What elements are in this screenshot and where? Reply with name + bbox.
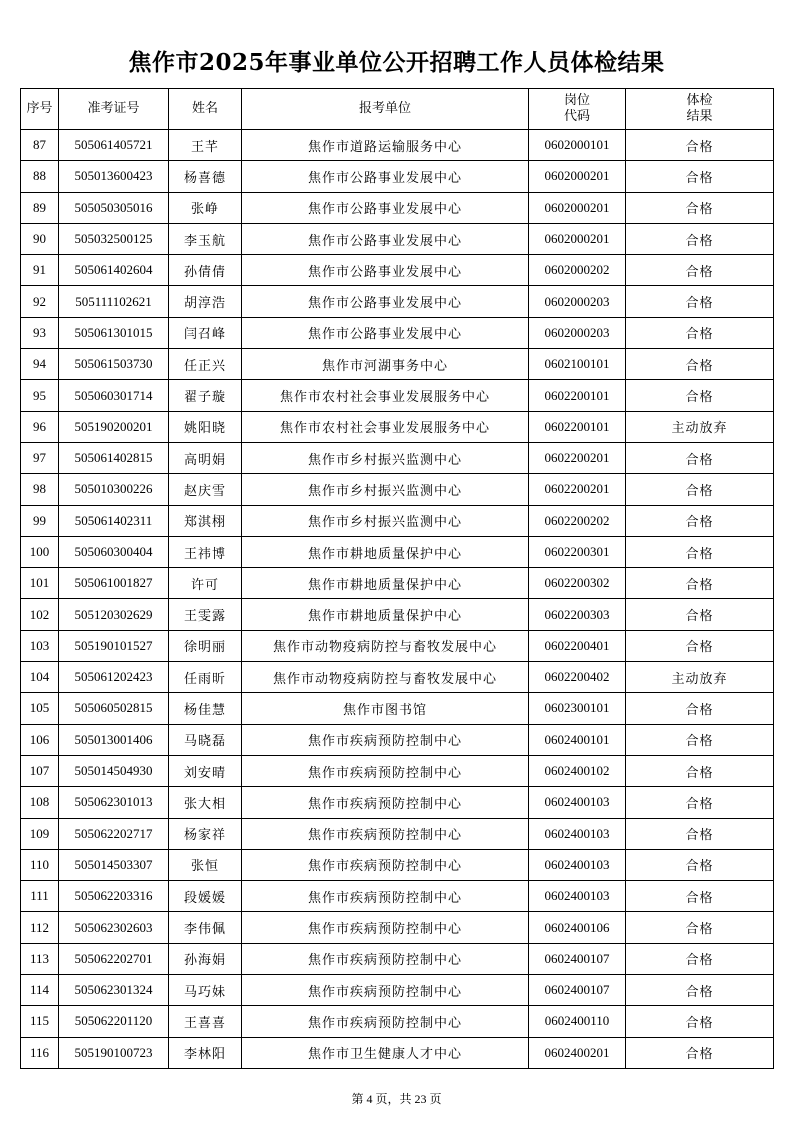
cell-post-code: 0602400107 — [529, 943, 626, 974]
table-row — [21, 662, 774, 693]
cell-post-code: 0602200201 — [529, 442, 626, 473]
cell-exam-no: 505190200201 — [59, 411, 169, 442]
cell-name: 刘安晴 — [169, 755, 242, 786]
cell-exam-no: 505010300226 — [59, 474, 169, 505]
cell-unit: 焦作市疾病预防控制中心 — [242, 755, 529, 786]
cell-index: 116 — [21, 1037, 59, 1068]
cell-result: 合格 — [626, 975, 774, 1006]
cell-post-code: 0602000201 — [529, 161, 626, 192]
cell-post-code: 0602400201 — [529, 1037, 626, 1068]
cell-name: 张峥 — [169, 192, 242, 223]
cell-unit: 焦作市疾病预防控制中心 — [242, 818, 529, 849]
cell-post-code: 0602100101 — [529, 349, 626, 380]
cell-unit: 焦作市乡村振兴监测中心 — [242, 442, 529, 473]
cell-post-code: 0602200101 — [529, 411, 626, 442]
cell-post-code: 0602400103 — [529, 849, 626, 880]
cell-index: 98 — [21, 474, 59, 505]
table-row — [21, 693, 774, 724]
cell-result: 合格 — [626, 912, 774, 943]
cell-exam-no: 505120302629 — [59, 599, 169, 630]
cell-result: 合格 — [626, 599, 774, 630]
cell-name: 张恒 — [169, 849, 242, 880]
cell-result: 合格 — [626, 881, 774, 912]
cell-unit: 焦作市农村社会事业发展服务中心 — [242, 411, 529, 442]
cell-result: 合格 — [626, 1006, 774, 1037]
table-row — [21, 630, 774, 661]
cell-name: 马晓磊 — [169, 724, 242, 755]
cell-name: 赵庆雪 — [169, 474, 242, 505]
table-row — [21, 975, 774, 1006]
cell-index: 105 — [21, 693, 59, 724]
cell-name: 李伟佩 — [169, 912, 242, 943]
cell-index: 94 — [21, 349, 59, 380]
cell-exam-no: 505061001827 — [59, 568, 169, 599]
cell-post-code: 0602200202 — [529, 505, 626, 536]
cell-exam-no: 505060502815 — [59, 693, 169, 724]
cell-post-code: 0602400110 — [529, 1006, 626, 1037]
cell-result: 合格 — [626, 130, 774, 161]
cell-name: 段媛媛 — [169, 881, 242, 912]
cell-name: 王芊 — [169, 130, 242, 161]
cell-unit: 焦作市图书馆 — [242, 693, 529, 724]
cell-result: 合格 — [626, 724, 774, 755]
cell-name: 杨喜德 — [169, 161, 242, 192]
cell-index: 112 — [21, 912, 59, 943]
cell-exam-no: 505060300404 — [59, 536, 169, 567]
cell-result: 合格 — [626, 818, 774, 849]
cell-exam-no: 505062203316 — [59, 881, 169, 912]
cell-unit: 焦作市疾病预防控制中心 — [242, 1006, 529, 1037]
cell-index: 115 — [21, 1006, 59, 1037]
cell-index: 97 — [21, 442, 59, 473]
cell-name: 王喜喜 — [169, 1006, 242, 1037]
table-row — [21, 255, 774, 286]
table-row — [21, 1006, 774, 1037]
table-row — [21, 755, 774, 786]
cell-name: 张大相 — [169, 787, 242, 818]
header-post-code: 岗位 代码 — [529, 89, 626, 130]
cell-result: 合格 — [626, 630, 774, 661]
results-table — [20, 88, 774, 1069]
cell-unit: 焦作市疾病预防控制中心 — [242, 912, 529, 943]
cell-unit: 焦作市疾病预防控制中心 — [242, 975, 529, 1006]
header-index: 序号 — [21, 89, 59, 130]
cell-unit: 焦作市公路事业发展中心 — [242, 286, 529, 317]
cell-exam-no: 505190100723 — [59, 1037, 169, 1068]
cell-post-code: 0602400101 — [529, 724, 626, 755]
cell-exam-no: 505061202423 — [59, 662, 169, 693]
table-row — [21, 223, 774, 254]
table-row — [21, 380, 774, 411]
cell-index: 114 — [21, 975, 59, 1006]
table-body — [21, 130, 774, 1069]
cell-index: 89 — [21, 192, 59, 223]
cell-unit: 焦作市卫生健康人才中心 — [242, 1037, 529, 1068]
cell-post-code: 0602300101 — [529, 693, 626, 724]
header-name: 姓名 — [169, 89, 242, 130]
header-exam-no: 准考证号 — [59, 89, 169, 130]
cell-name: 徐明丽 — [169, 630, 242, 661]
cell-post-code: 0602200302 — [529, 568, 626, 599]
cell-name: 王雯露 — [169, 599, 242, 630]
cell-post-code: 0602200402 — [529, 662, 626, 693]
table-row — [21, 442, 774, 473]
cell-post-code: 0602000201 — [529, 192, 626, 223]
cell-name: 胡淳浩 — [169, 286, 242, 317]
cell-result: 合格 — [626, 161, 774, 192]
table-row — [21, 505, 774, 536]
cell-index: 91 — [21, 255, 59, 286]
cell-unit: 焦作市疾病预防控制中心 — [242, 943, 529, 974]
cell-unit: 焦作市耕地质量保护中心 — [242, 599, 529, 630]
cell-index: 103 — [21, 630, 59, 661]
cell-name: 郑淇栩 — [169, 505, 242, 536]
cell-post-code: 0602000203 — [529, 317, 626, 348]
cell-index: 93 — [21, 317, 59, 348]
cell-result: 合格 — [626, 787, 774, 818]
cell-post-code: 0602400103 — [529, 881, 626, 912]
cell-name: 王祎博 — [169, 536, 242, 567]
cell-name: 杨佳慧 — [169, 693, 242, 724]
cell-post-code: 0602000202 — [529, 255, 626, 286]
cell-unit: 焦作市公路事业发展中心 — [242, 317, 529, 348]
cell-unit: 焦作市乡村振兴监测中心 — [242, 505, 529, 536]
cell-name: 高明娟 — [169, 442, 242, 473]
cell-index: 92 — [21, 286, 59, 317]
cell-name: 马巧妹 — [169, 975, 242, 1006]
cell-name: 闫召峰 — [169, 317, 242, 348]
cell-unit: 焦作市耕地质量保护中心 — [242, 536, 529, 567]
table-row — [21, 317, 774, 348]
cell-exam-no: 505061402311 — [59, 505, 169, 536]
cell-index: 113 — [21, 943, 59, 974]
cell-index: 101 — [21, 568, 59, 599]
cell-exam-no: 505050305016 — [59, 192, 169, 223]
cell-post-code: 0602400107 — [529, 975, 626, 1006]
cell-unit: 焦作市河湖事务中心 — [242, 349, 529, 380]
table-row — [21, 474, 774, 505]
cell-post-code: 0602400106 — [529, 912, 626, 943]
cell-result: 合格 — [626, 474, 774, 505]
cell-unit: 焦作市道路运输服务中心 — [242, 130, 529, 161]
cell-result: 合格 — [626, 192, 774, 223]
table-row — [21, 787, 774, 818]
cell-name: 许可 — [169, 568, 242, 599]
table-row — [21, 161, 774, 192]
cell-result: 合格 — [626, 255, 774, 286]
cell-post-code: 0602000201 — [529, 223, 626, 254]
cell-result: 合格 — [626, 442, 774, 473]
cell-index: 88 — [21, 161, 59, 192]
cell-result: 合格 — [626, 1037, 774, 1068]
cell-exam-no: 505062301013 — [59, 787, 169, 818]
cell-result: 合格 — [626, 286, 774, 317]
cell-exam-no: 505061503730 — [59, 349, 169, 380]
table-row — [21, 818, 774, 849]
cell-exam-no: 505060301714 — [59, 380, 169, 411]
cell-post-code: 0602400103 — [529, 787, 626, 818]
cell-name: 杨家祥 — [169, 818, 242, 849]
cell-index: 110 — [21, 849, 59, 880]
cell-name: 李玉航 — [169, 223, 242, 254]
cell-exam-no: 505111102621 — [59, 286, 169, 317]
header-unit: 报考单位 — [242, 89, 529, 130]
cell-post-code: 0602200301 — [529, 536, 626, 567]
table-row — [21, 192, 774, 223]
cell-index: 109 — [21, 818, 59, 849]
table-row — [21, 286, 774, 317]
cell-index: 111 — [21, 881, 59, 912]
cell-result: 合格 — [626, 536, 774, 567]
table-row — [21, 536, 774, 567]
cell-name: 孙倩倩 — [169, 255, 242, 286]
table-row — [21, 912, 774, 943]
cell-result: 主动放弃 — [626, 411, 774, 442]
cell-exam-no: 505013001406 — [59, 724, 169, 755]
cell-unit: 焦作市疾病预防控制中心 — [242, 787, 529, 818]
cell-index: 100 — [21, 536, 59, 567]
cell-unit: 焦作市耕地质量保护中心 — [242, 568, 529, 599]
cell-post-code: 0602400103 — [529, 818, 626, 849]
cell-result: 合格 — [626, 755, 774, 786]
cell-exam-no: 505014503307 — [59, 849, 169, 880]
cell-unit: 焦作市乡村振兴监测中心 — [242, 474, 529, 505]
cell-exam-no: 505062202717 — [59, 818, 169, 849]
cell-exam-no: 505190101527 — [59, 630, 169, 661]
cell-exam-no: 505061402604 — [59, 255, 169, 286]
cell-unit: 焦作市公路事业发展中心 — [242, 223, 529, 254]
cell-name: 任正兴 — [169, 349, 242, 380]
cell-index: 99 — [21, 505, 59, 536]
table-row — [21, 130, 774, 161]
cell-post-code: 0602200401 — [529, 630, 626, 661]
cell-exam-no: 505062302603 — [59, 912, 169, 943]
table-row — [21, 1037, 774, 1068]
cell-result: 合格 — [626, 505, 774, 536]
cell-exam-no: 505014504930 — [59, 755, 169, 786]
table-row — [21, 568, 774, 599]
cell-index: 90 — [21, 223, 59, 254]
cell-exam-no: 505062202701 — [59, 943, 169, 974]
cell-unit: 焦作市农村社会事业发展服务中心 — [242, 380, 529, 411]
cell-exam-no: 505061301015 — [59, 317, 169, 348]
table-row — [21, 724, 774, 755]
cell-name: 孙海娟 — [169, 943, 242, 974]
cell-unit: 焦作市动物疫病防控与畜牧发展中心 — [242, 662, 529, 693]
cell-post-code: 0602200201 — [529, 474, 626, 505]
cell-index: 95 — [21, 380, 59, 411]
cell-post-code: 0602400102 — [529, 755, 626, 786]
table-row — [21, 943, 774, 974]
cell-result: 合格 — [626, 693, 774, 724]
cell-unit: 焦作市疾病预防控制中心 — [242, 724, 529, 755]
document-title: 焦作市2025年事业单位公开招聘工作人员体检结果 — [128, 49, 665, 76]
cell-index: 102 — [21, 599, 59, 630]
cell-post-code: 0602000101 — [529, 130, 626, 161]
cell-index: 87 — [21, 130, 59, 161]
cell-index: 96 — [21, 411, 59, 442]
cell-result: 合格 — [626, 380, 774, 411]
cell-unit: 焦作市公路事业发展中心 — [242, 161, 529, 192]
cell-unit: 焦作市公路事业发展中心 — [242, 192, 529, 223]
cell-post-code: 0602000203 — [529, 286, 626, 317]
cell-unit: 焦作市动物疫病防控与畜牧发展中心 — [242, 630, 529, 661]
cell-exam-no: 505061405721 — [59, 130, 169, 161]
cell-index: 108 — [21, 787, 59, 818]
cell-result: 合格 — [626, 223, 774, 254]
cell-result: 合格 — [626, 849, 774, 880]
cell-exam-no: 505061402815 — [59, 442, 169, 473]
cell-result: 主动放弃 — [626, 662, 774, 693]
table-row — [21, 881, 774, 912]
cell-name: 翟子璇 — [169, 380, 242, 411]
cell-exam-no: 505032500125 — [59, 223, 169, 254]
cell-unit: 焦作市疾病预防控制中心 — [242, 849, 529, 880]
page-footer: 第 4 页，共 23 页 — [351, 1092, 442, 1106]
cell-result: 合格 — [626, 943, 774, 974]
cell-unit: 焦作市公路事业发展中心 — [242, 255, 529, 286]
cell-name: 任雨昕 — [169, 662, 242, 693]
cell-unit: 焦作市疾病预防控制中心 — [242, 881, 529, 912]
cell-exam-no: 505013600423 — [59, 161, 169, 192]
table-row — [21, 349, 774, 380]
cell-post-code: 0602200101 — [529, 380, 626, 411]
cell-result: 合格 — [626, 568, 774, 599]
cell-result: 合格 — [626, 317, 774, 348]
table-header-row — [21, 89, 774, 130]
cell-name: 姚阳晓 — [169, 411, 242, 442]
cell-index: 106 — [21, 724, 59, 755]
cell-result: 合格 — [626, 349, 774, 380]
table-row — [21, 599, 774, 630]
cell-index: 107 — [21, 755, 59, 786]
table-row — [21, 849, 774, 880]
cell-index: 104 — [21, 662, 59, 693]
table-row — [21, 411, 774, 442]
cell-name: 李林阳 — [169, 1037, 242, 1068]
cell-exam-no: 505062201120 — [59, 1006, 169, 1037]
cell-exam-no: 505062301324 — [59, 975, 169, 1006]
cell-post-code: 0602200303 — [529, 599, 626, 630]
header-exam-result: 体检 结果 — [626, 89, 774, 130]
